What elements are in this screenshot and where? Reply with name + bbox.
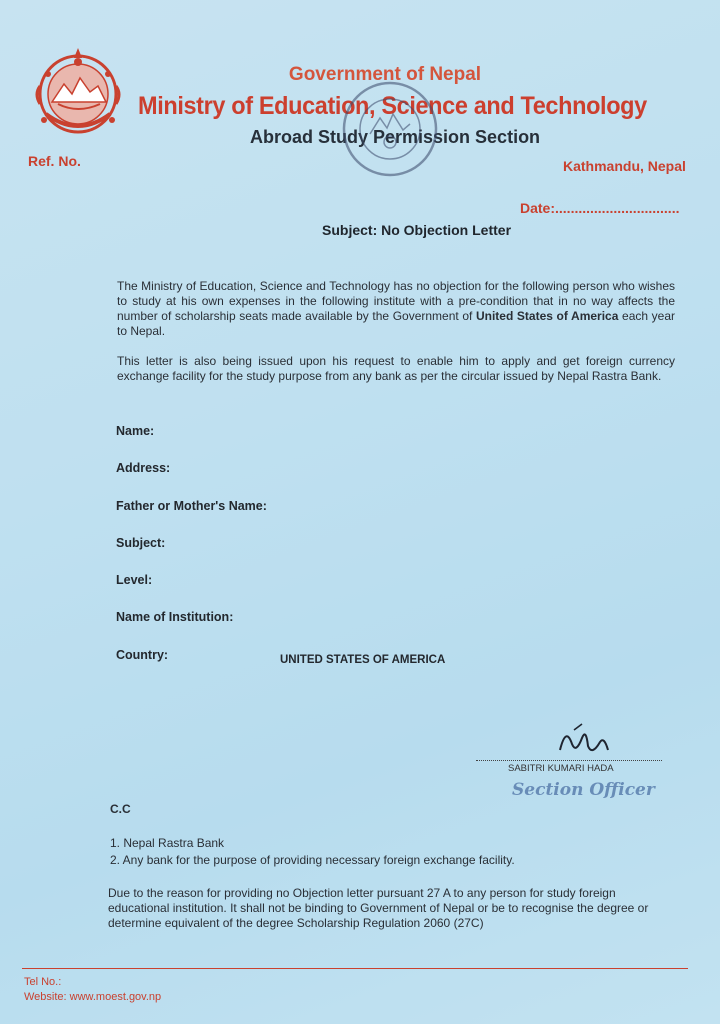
date-field: Date:................................ <box>520 200 680 216</box>
letter-subject: Subject: No Objection Letter <box>322 222 512 238</box>
cc-item: 1. Nepal Rastra Bank <box>110 836 225 850</box>
handwritten-signature <box>552 720 612 760</box>
official-seal-stamp <box>335 74 445 184</box>
cc-item: 2. Any bank for the purpose of providing necessary foreign exchange facility. <box>110 853 515 867</box>
institution-label: Name of Institution: <box>116 610 234 624</box>
section-heading: Abroad Study Permission Section <box>250 127 541 147</box>
footer-website: Website: www.moest.gov.np <box>24 991 162 1003</box>
country-label: Country: <box>116 648 169 662</box>
body-paragraph-1: The Ministry of Education, Science and Technology has no objection for the following person who wishes to study at his own expenses in the following institute with a pre-condition that in no way affects the number of scholarship seats made available by the Government of United States of America each year to Nepal. <box>117 279 675 338</box>
country-value: UNITED STATES OF AMERICA <box>280 654 446 666</box>
signature-line <box>476 760 662 761</box>
government-heading: Government of Nepal <box>288 64 482 85</box>
body-paragraph-2: This letter is also being issued upon his request to enable him to apply and get foreign currency exchange facility for the study purpose from any bank as per the circular issued by Nepal Rastra Bank. <box>117 354 675 383</box>
ministry-heading: Ministry of Education, Science and Technology <box>138 92 647 120</box>
address-label: Address: <box>116 461 171 475</box>
cc-label: C.C <box>110 802 131 816</box>
disclaimer-note: Due to the reason for providing no Objection letter pursuant 27 A to any person for study foreign educational institution. It shall not be binding to Government of Nepal or be to recognise the degree or determine equivalent of the degree Scholarship Regulation 2060 (27C) <box>108 886 649 930</box>
footer-tel: Tel No.: <box>24 976 62 988</box>
footer-divider <box>22 968 688 969</box>
name-label: Name: <box>116 424 155 438</box>
subject-label: Subject: <box>116 536 166 550</box>
officer-title-stamp: Section Officer <box>512 780 655 800</box>
nepal-emblem-icon <box>28 44 128 140</box>
ref-no-label: Ref. No. <box>28 153 81 169</box>
parent-name-label: Father or Mother's Name: <box>116 499 267 513</box>
officer-name: SABITRI KUMARI HADA <box>508 763 614 774</box>
level-label: Level: <box>116 573 153 587</box>
location-label: Kathmandu, Nepal <box>563 158 686 174</box>
